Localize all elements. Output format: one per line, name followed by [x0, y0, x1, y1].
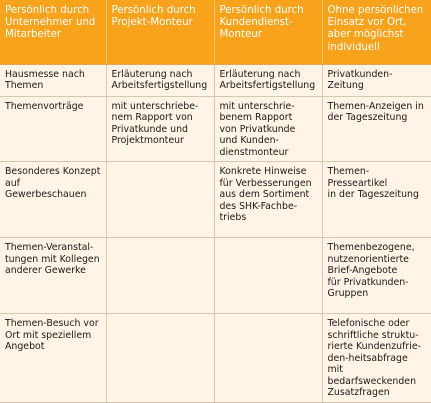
- header-row: [0, 0, 431, 65]
- header-cell-remote-individual: Ohne persönlichen Einsatz vor Ort, aber möglichst individuell: [322, 0, 431, 65]
- table-row: [0, 97, 431, 162]
- table-row: [0, 314, 431, 402]
- table-cell: Themen-Veranstal- tungen mit Kollegen anderer Gewerke: [0, 238, 106, 314]
- table-cell-empty: [106, 162, 214, 238]
- table-cell: mit unterschriebe- nem Rapport von Privatkunde und Projektmonteur: [106, 97, 214, 162]
- table-cell: Besonderes Konzept auf Gewerbeschauen: [0, 162, 106, 238]
- table-cell: Themenvorträge: [0, 97, 106, 162]
- table-cell-empty: [214, 238, 322, 314]
- table-cell: Privatkunden- Zeitung: [322, 65, 431, 97]
- header-cell-owner-staff: Persönlich durch Unternehmer und Mitarbeiter: [0, 0, 106, 65]
- table-cell: Telefonische oder schriftliche struktu- rierte Kundenzufrie- den-heitsabfrage mit bedarfsweckenden Zusatzfragen: [322, 314, 431, 402]
- table-cell: Erläuterung nach Arbeitsfertigstellung: [214, 65, 322, 97]
- table-cell-empty: [214, 314, 322, 402]
- table-cell: Themen-Besuch vor Ort mit speziellem Angebot: [0, 314, 106, 402]
- table-row: [0, 238, 431, 314]
- table-row: [0, 162, 431, 238]
- table-cell: Konkrete Hinweise für Verbesserungen aus dem Sortiment des SHK-Fachbe- triebs: [214, 162, 322, 238]
- table-row: [0, 65, 431, 97]
- table-cell: mit unterschrie- benem Rapport von Privatkunde und Kunden- dienstmonteur: [214, 97, 322, 162]
- table-cell: Themen-Anzeigen in der Tageszeitung: [322, 97, 431, 162]
- table-cell-empty: [106, 238, 214, 314]
- table-cell: Themenbezogene, nutzenorientierte Brief-Angebote für Privatkunden- Gruppen: [322, 238, 431, 314]
- table-cell: Erläuterung nach Arbeitsfertigstellung: [106, 65, 214, 97]
- header-cell-project-fitter: Persönlich durch Projekt-Monteur: [106, 0, 214, 65]
- table-cell: Themen-Presseartikel in der Tageszeitung: [322, 162, 431, 238]
- header-cell-service-fitter: Persönlich durch Kundendienst- Monteur: [214, 0, 322, 65]
- table-cell-empty: [106, 314, 214, 402]
- table-cell: Hausmesse nach Themen: [0, 65, 106, 97]
